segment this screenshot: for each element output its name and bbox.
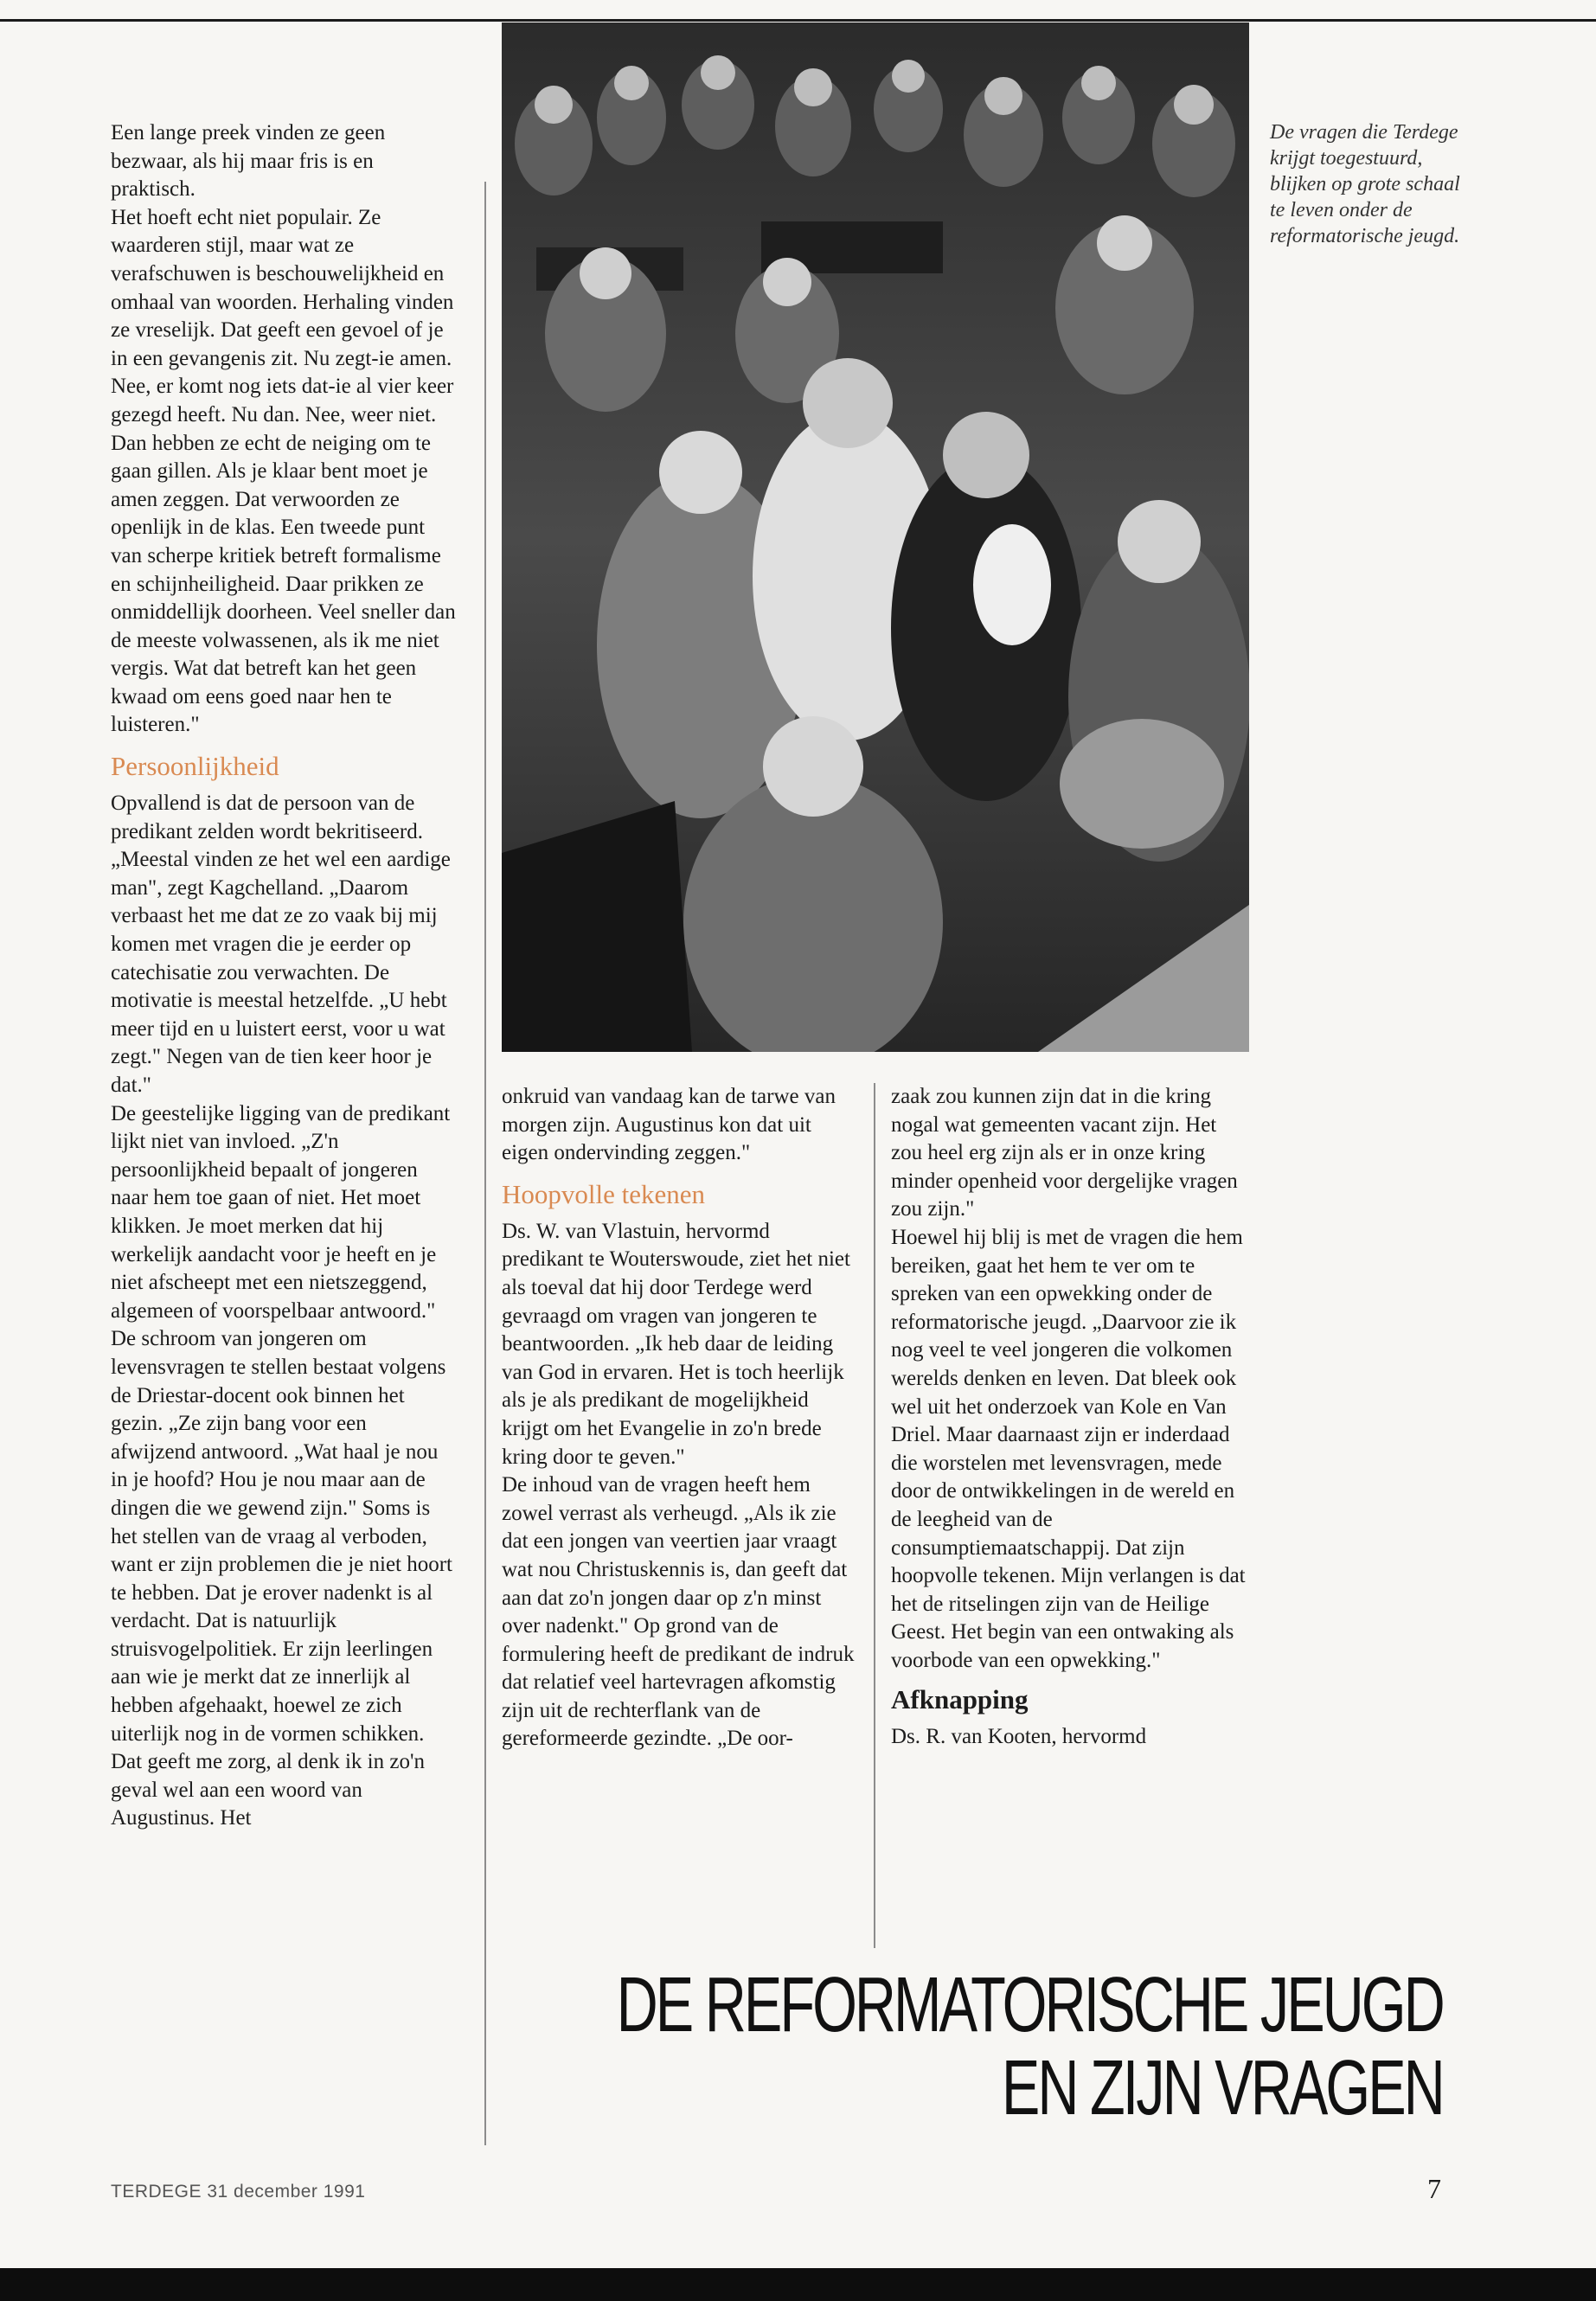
subhead-hoopvolle-tekenen: Hoopvolle tekenen [502,1178,706,1209]
publication-footer: TERDEGE 31 december 1991 [111,2182,366,2202]
column-rule-1 [484,182,486,2145]
subhead-persoonlijkheid: Persoonlijkheid [111,751,279,782]
col3-body-2: Hoewel hij blij is met de vragen die hem bereiken, gaat het hem te ver om te spreken van een opwekking onder de reformatorische jeugd. „Daarvoor zie ik nog veel te veel jongeren die volkomen werelds denken en leven. Dat bleek ook wel uit het onderzoek van Kole en Van Driel. Maar daarnaast zijn er inderdaad die worstelen met levensvragen, mede door de ontwikkelingen in de wereld en de leegheid van de consumptiemaatschappij. Dat zijn hoopvolle tekenen. Mijn verlangen is dat het de ritselingen zijn van de Heilige Geest. Het begin van een ontwaking als voorbode van een opwekking." [891,1225,1246,1672]
column-3 [891,1083,1246,1752]
column-rule-2 [874,1083,875,1948]
col3-tail: Ds. R. van Kooten, hervormd [891,1725,1147,1749]
top-rule [0,19,1596,22]
col3-body-1: zaak zou kunnen zijn dat in die kring nogal wat gemeenten vacant zijn. Het zou heel erg zijn als er in onze kring minder openheid voor dergelijke vragen zou zijn." [891,1085,1238,1221]
subhead-afknapping: Afknapping [891,1684,1029,1715]
col2-body-2: De inhoud van de vragen heeft hem zowel verrast als verheugd. „Als ik zie dat een jongen van veertien jaar vraagt wat nou Christuskennis is, dan geeft dat aan dat zo'n jongen daar op z'n minst over nadenkt." Op grond van de formulering heeft de predikant de indruk dat relatief veel hartevragen afkomstig zijn uit de rechterflank van de gereformeerde gezindte. „De oor- [502,1473,855,1751]
headline-line-1: DE REFORMATORISCHE JEUGD [616,1962,1443,2048]
photo-caption: De vragen die Terdege krijgt toegestuurd, blijken op grote schaal te leven onder de reformatorische jeugd. [1270,121,1460,247]
col1-intro-2: Het hoeft echt niet populair. Ze waarderen stijl, maar wat ze verafschuwen is beschouwelijkheid en omhaal van woorden. Herhaling vinden ze vreselijk. Dat geeft een gevoel of je in een gevangenis zit. Nu zegt-ie amen. Nee, er komt nog iets dat-ie al vier keer gezegd heeft. Nu dan. Nee, weer niet. Dan hebben ze echt de neiging om te gaan gillen. Als je klaar bent moet je amen zeggen. Dat verwoorden ze openlijk in de klas. Een tweede punt van scherpe kritiek betreft formalisme en schijnheiligheid. Daar prikken ze onmiddellijk doorheen. Veel sneller dan de meeste volwassenen, als ik me niet vergis. Wat dat betreft kan het geen kwaad om eens goed naar hen te luisteren." [111,205,456,737]
headline-line-2: EN ZIJN VRAGEN [1001,2045,1443,2131]
col1-body-1: Opvallend is dat de persoon van de predikant zelden wordt bekritiseerd. „Meestal vinden ze het wel een aardige man", zegt Kagchelland. „Daarom verbaast het me dat ze zo vaak bij mij komen met vragen die je eerder op catechisatie zou verwachten. De motivatie is meestal hetzelfde. „U hebt meer tijd en u luistert eerst, voor u wat zegt." Negen van de tien keer hoor je dat." [111,792,451,1097]
page-number: 7 [1427,2173,1441,2204]
classroom-photo [502,22,1249,1052]
students-photo-illustration [502,22,1249,1052]
column-2 [502,1083,856,1753]
col1-body-3: De schroom van jongeren om levensvragen te stellen bestaat volgens de Driestar-docent ook binnen het gezin. „Ze zijn bang voor een afwijzend antwoord. „Wat haal je nou in je hoofd? Hou je nou maar aan de dingen die we gewend zijn." Soms is het stellen van de vraag al verboden, want er zijn problemen die je niet hoort te hebben. Dat je erover nadenkt is al verdacht. Dat is natuurlijk struisvogelpolitiek. Er zijn leerlingen aan wie je merkt dat ze innerlijk al hebben afgehaakt, hoewel ze zich uiterlijk nog in de vormen schikken. Dat geeft me zorg, al denk ik in zo'n geval wel aan een woord van Augustinus. Het [111,1327,453,1830]
bottom-band [0,2268,1596,2301]
article-headline [502,1962,1443,2131]
col1-intro-1: Een lange preek vinden ze geen bezwaar, als hij maar fris is en praktisch. [111,121,386,202]
col2-body-1: Ds. W. van Vlastuin, hervormd predikant te Wouterswoude, ziet het niet als toeval dat hij door Terdege werd gevraagd om vragen van jongeren te beantwoorden. „Ik heb daar de leiding van God in ervaren. Het is toch heerlijk als je als predikant de mogelijkheid krijgt om het Evangelie in zo'n brede kring door te geven." [502,1219,850,1469]
col2-intro: onkruid van vandaag kan de tarwe van morgen zijn. Augustinus kon dat uit eigen ondervinding zeggen." [502,1085,836,1165]
col1-body-2: De geestelijke ligging van de predikant lijkt niet van invloed. „Z'n persoonlijkheid bepaalt of jongeren naar hem toe gaan of niet. Het moet klikken. Je moet merken dat hij werkelijk aandacht voor je heeft en je niet afscheept met een nietszeggend, algemeen of voorspelbaar antwoord." [111,1101,451,1323]
column-1 [111,119,457,1833]
